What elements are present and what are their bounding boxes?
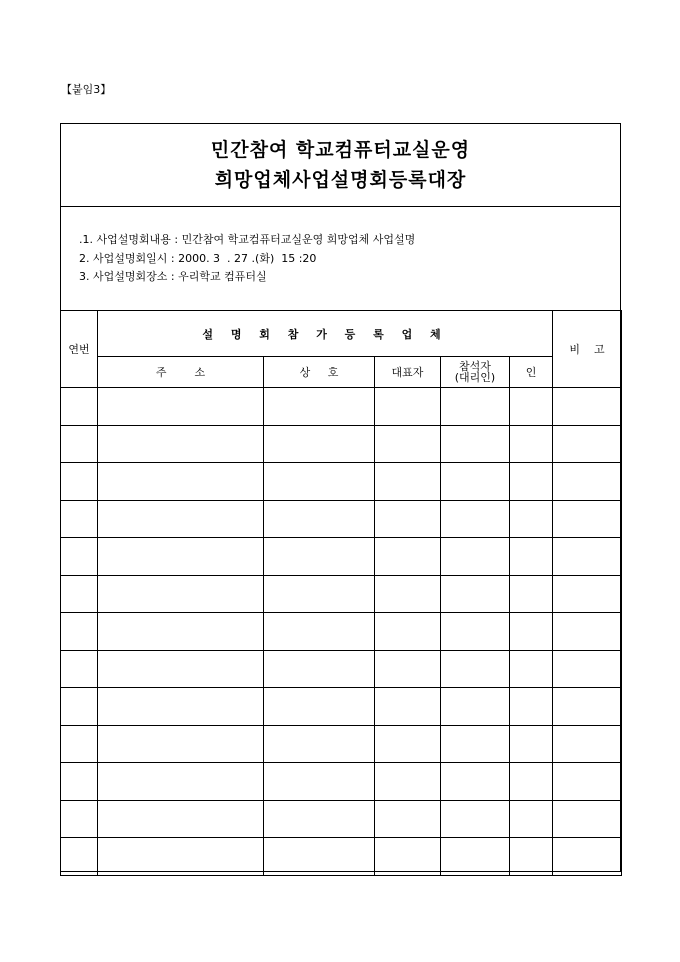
header-address: 주 소 (98, 357, 264, 388)
cell-seal (510, 838, 553, 876)
cell-company (264, 725, 375, 763)
table-row (61, 538, 622, 576)
cell-company (264, 500, 375, 538)
cell-attendee (441, 613, 510, 651)
cell-representative (375, 725, 441, 763)
table-row (61, 613, 622, 651)
cell-address (98, 425, 264, 463)
cell-company (264, 538, 375, 576)
cell-representative (375, 463, 441, 501)
cell-representative (375, 838, 441, 876)
cell-number (61, 613, 98, 651)
table-row (61, 463, 622, 501)
table-row (61, 500, 622, 538)
cell-seal (510, 800, 553, 838)
table-row (61, 388, 622, 426)
header-registered-companies: 설 명 회 참 가 등 록 업 체 (98, 311, 553, 357)
cell-remarks (553, 538, 622, 576)
cell-seal (510, 688, 553, 726)
cell-company (264, 688, 375, 726)
cell-number (61, 500, 98, 538)
table-row (61, 763, 622, 801)
cell-attendee (441, 425, 510, 463)
cell-address (98, 800, 264, 838)
cell-address (98, 388, 264, 426)
cell-company (264, 763, 375, 801)
cell-remarks (553, 725, 622, 763)
cell-seal (510, 538, 553, 576)
cell-representative (375, 538, 441, 576)
cell-remarks (553, 500, 622, 538)
cell-remarks (553, 463, 622, 501)
cell-address (98, 838, 264, 876)
cell-attendee (441, 763, 510, 801)
info-datetime: 2. 사업설명회일시 : 2000. 3 . 27 .(화) 15 :20 (79, 251, 317, 265)
cell-number (61, 688, 98, 726)
cell-seal (510, 463, 553, 501)
cell-number (61, 838, 98, 876)
info-content: .1. 사업설명회내용 : 민간참여 학교컴퓨터교실운영 희망업체 사업설명 (79, 233, 416, 246)
header-attendee-line1: 참석자 (459, 360, 491, 373)
cell-attendee (441, 800, 510, 838)
cell-address (98, 650, 264, 688)
cell-seal (510, 425, 553, 463)
cell-representative (375, 688, 441, 726)
attachment-label: 【붙임3】 (61, 83, 112, 96)
table-row (61, 575, 622, 613)
cell-representative (375, 500, 441, 538)
registration-form (60, 123, 621, 872)
cell-remarks (553, 388, 622, 426)
cell-representative (375, 650, 441, 688)
cell-representative (375, 388, 441, 426)
cell-seal (510, 500, 553, 538)
table-row (61, 725, 622, 763)
cell-address (98, 500, 264, 538)
cell-address (98, 538, 264, 576)
cell-number (61, 800, 98, 838)
cell-remarks (553, 425, 622, 463)
cell-representative (375, 763, 441, 801)
table-row (61, 688, 622, 726)
info-location: 3. 사업설명회장소 : 우리학교 컴퓨터실 (79, 270, 267, 283)
cell-seal (510, 575, 553, 613)
cell-number (61, 575, 98, 613)
table-body (61, 388, 622, 876)
cell-address (98, 575, 264, 613)
cell-attendee (441, 575, 510, 613)
cell-number (61, 388, 98, 426)
cell-company (264, 800, 375, 838)
cell-company (264, 613, 375, 651)
cell-remarks (553, 838, 622, 876)
cell-attendee (441, 650, 510, 688)
cell-attendee (441, 688, 510, 726)
cell-attendee (441, 463, 510, 501)
cell-representative (375, 425, 441, 463)
title-line-2: 희망업체사업설명회등록대장 (214, 169, 467, 191)
cell-company (264, 650, 375, 688)
table-row (61, 425, 622, 463)
cell-address (98, 725, 264, 763)
cell-address (98, 763, 264, 801)
cell-remarks (553, 763, 622, 801)
info-box (61, 207, 620, 311)
cell-company (264, 425, 375, 463)
title-box (61, 124, 620, 207)
cell-representative (375, 800, 441, 838)
header-representative: 대표자 (375, 357, 441, 388)
cell-representative (375, 613, 441, 651)
cell-seal (510, 613, 553, 651)
cell-attendee (441, 838, 510, 876)
cell-seal (510, 725, 553, 763)
cell-attendee (441, 388, 510, 426)
table-row (61, 838, 622, 876)
registration-table (60, 310, 622, 876)
cell-remarks (553, 575, 622, 613)
cell-number (61, 463, 98, 501)
cell-remarks (553, 613, 622, 651)
cell-company (264, 575, 375, 613)
cell-company (264, 463, 375, 501)
header-company: 상 호 (264, 357, 375, 388)
cell-number (61, 538, 98, 576)
cell-address (98, 463, 264, 501)
cell-address (98, 688, 264, 726)
cell-attendee (441, 538, 510, 576)
table-row (61, 800, 622, 838)
cell-address (98, 613, 264, 651)
cell-attendee (441, 725, 510, 763)
table-row (61, 650, 622, 688)
cell-seal (510, 763, 553, 801)
cell-seal (510, 650, 553, 688)
cell-company (264, 388, 375, 426)
title-line-1: 민간참여 학교컴퓨터교실운영 (210, 139, 471, 161)
header-attendee-line2: (대리인) (454, 371, 496, 384)
cell-number (61, 763, 98, 801)
cell-seal (510, 388, 553, 426)
cell-remarks (553, 800, 622, 838)
header-number: 연번 (61, 311, 98, 388)
header-attendee (441, 357, 510, 388)
cell-company (264, 838, 375, 876)
cell-number (61, 425, 98, 463)
header-remarks: 비 고 (553, 311, 622, 388)
cell-number (61, 725, 98, 763)
cell-representative (375, 575, 441, 613)
cell-remarks (553, 688, 622, 726)
cell-number (61, 650, 98, 688)
header-seal: 인 (510, 357, 553, 388)
cell-remarks (553, 650, 622, 688)
cell-attendee (441, 500, 510, 538)
